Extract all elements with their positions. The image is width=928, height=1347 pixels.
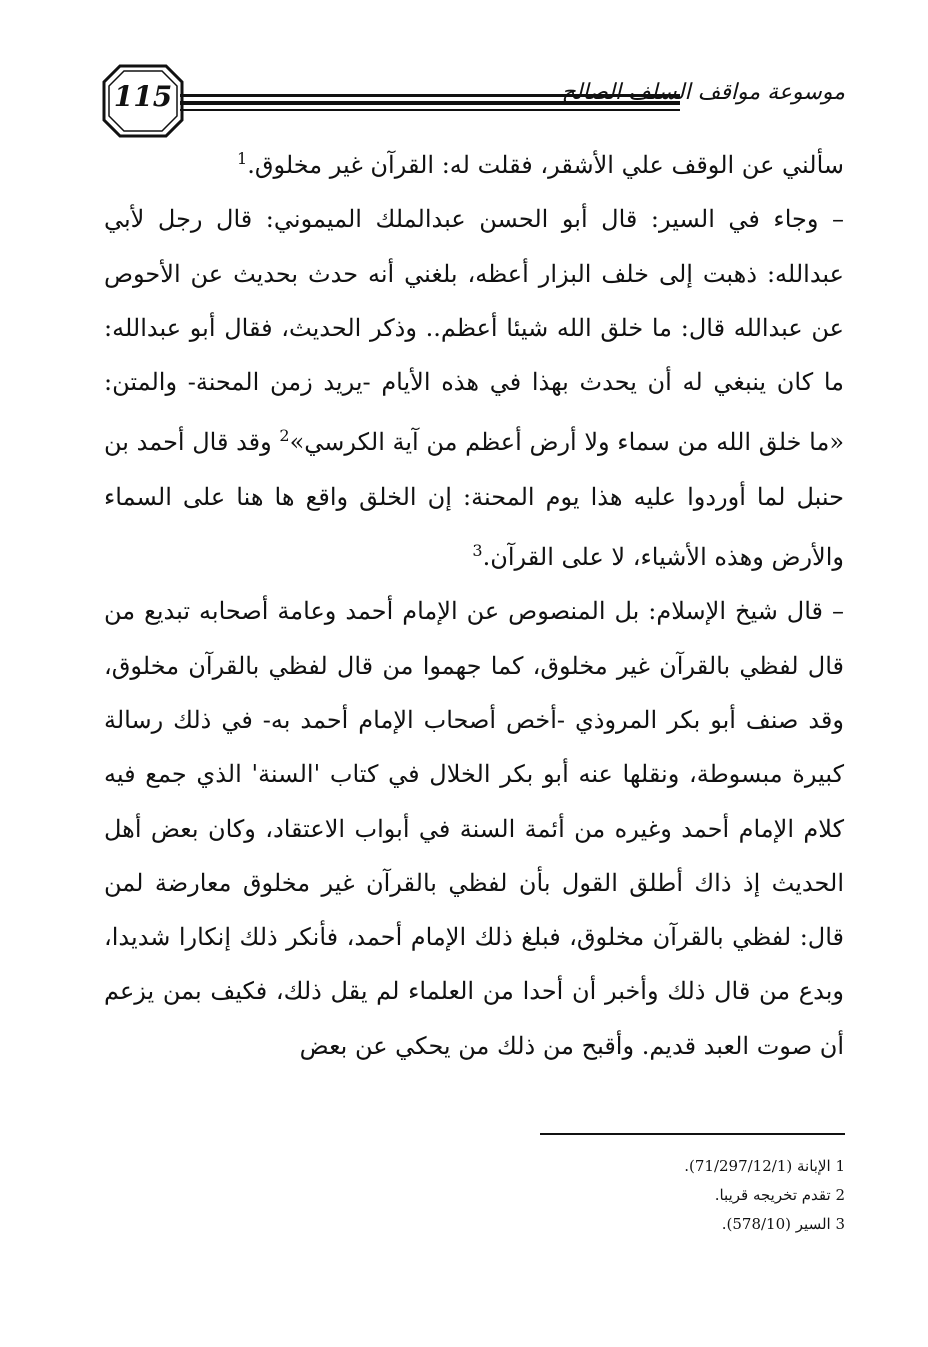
page-header bbox=[100, 62, 845, 140]
paragraph-text: – قال شيخ الإسلام: بل المنصوص عن الإمام أحمد وعامة أصحابه تبديع من قال لفظي بالقرآن غير مخلوق، كما جهموا من قال لفظي بالقرآن مخلوق، وقد صنف أبو بكر المروذي -أخص أصحاب الإمام أحمد به- في ذلك رسالة كبيرة مبسوطة، ونقلها عنه أبو بكر الخلال في كتاب 'السنة' الذي جمع فيه كلام الإمام أحمد وغيره من أئمة السنة في أبواب الاعتقاد، وكان بعض أهل الحديث إذ ذاك أطلق القول بأن لفظي بالقرآن غير مخلوق معارضة لمن قال: لفظي بالقرآن مخلوق، فبلغ ذلك الإمام أحمد، فأنكر ذلك إنكارا شديدا، وبدع من قال ذلك وأخبر أن أحدا من العلماء لم يقل ذلك، فكيف بمن يزعم أن صوت العبد قديم. وأقبح من ذلك من يحكي عن بعض bbox=[104, 597, 844, 1060]
footnote: 1 الإبانة (71/297/12/1). bbox=[684, 1157, 845, 1175]
footnote-ref: 3 bbox=[472, 541, 483, 561]
paragraph-text: وقد قال أحمد بن حنبل لما أوردوا عليه هذا يوم المحنة: إن الخلق واقع ها هنا على السماء والأرض وهذه الأشياء، لا على القرآن. bbox=[104, 428, 844, 572]
paragraph bbox=[104, 584, 844, 1073]
footnote: 2 تقدم تخريجه قريبا. bbox=[714, 1186, 845, 1204]
paragraph-text: – وجاء في السير: قال أبو الحسن عبدالملك الميموني: قال رجل لأبي عبدالله: ذهبت إلى خلف البزار أعظه، بلغني أنه حدث بحديث عن الأحوص عن عبدالله قال: ما خلق الله شيئا أعظم.. وذكر الحديث، فقال أبو عبدالله: ما كان ينبغي له أن يحدث بهذا في هذه الأيام -يريد زمن المحنة- والمتن: «ما خلق الله من سماء ولا أرض أعظم من آية الكرسي» bbox=[104, 205, 845, 457]
footnote-ref: 1 bbox=[237, 149, 248, 168]
paragraph bbox=[104, 132, 844, 192]
page-number-badge bbox=[100, 62, 186, 140]
page-number: 115 bbox=[113, 80, 173, 113]
paragraph bbox=[104, 192, 844, 584]
footnote-ref: 2 bbox=[279, 426, 290, 446]
footnote: 3 السير (578/10). bbox=[721, 1215, 845, 1233]
footnote-separator bbox=[540, 1133, 845, 1135]
book-title: موسوعة مواقف السلف الصالح bbox=[561, 80, 845, 105]
footnotes bbox=[540, 1152, 845, 1239]
paragraph-text: سألني عن الوقف علي الأشقر، فقلت له: القرآن غير مخلوق. bbox=[247, 151, 844, 179]
main-text bbox=[104, 132, 844, 1073]
